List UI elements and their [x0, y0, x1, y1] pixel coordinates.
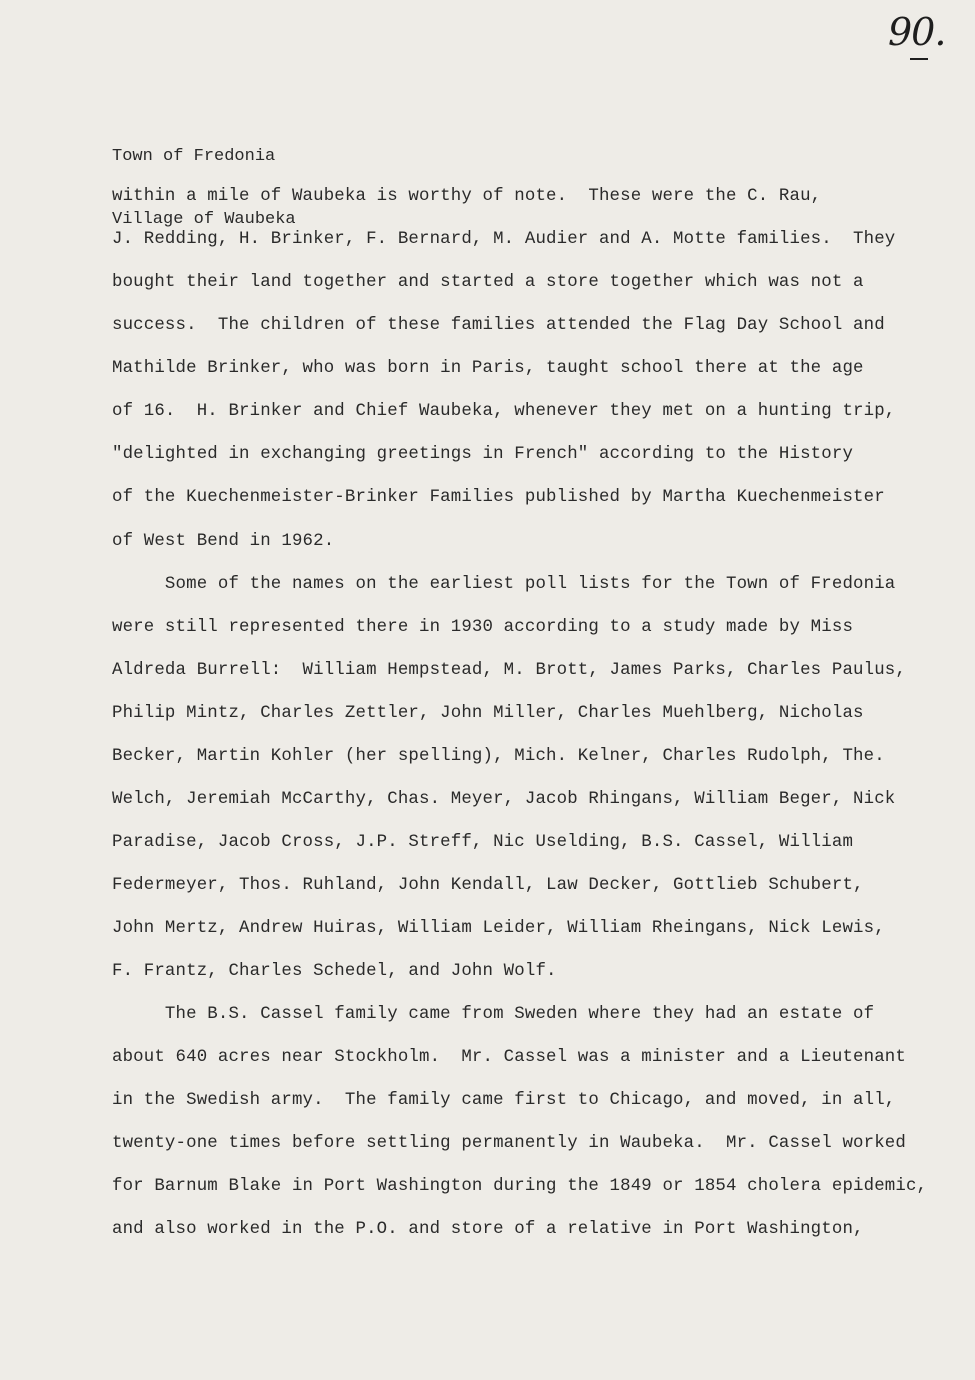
body-line: Aldreda Burrell: William Hempstead, M. Brott, James Parks, Charles Paulus,: [112, 661, 906, 680]
body-line: twenty-one times before settling permanently in Waubeka. Mr. Cassel worked: [112, 1134, 906, 1153]
body-line: in the Swedish army. The family came first to Chicago, and moved, in all,: [112, 1091, 896, 1110]
header-town: Town of Fredonia: [112, 147, 276, 166]
body-line: The B.S. Cassel family came from Sweden where they had an estate of: [112, 1005, 875, 1024]
body-line: and also worked in the P.O. and store of a relative in Port Washington,: [112, 1220, 864, 1239]
body-line: Mathilde Brinker, who was born in Paris, taught school there at the age: [112, 359, 864, 378]
body-line: Welch, Jeremiah McCarthy, Chas. Meyer, Jacob Rhingans, William Beger, Nick: [112, 790, 896, 809]
body-line: success. The children of these families attended the Flag Day School and: [112, 316, 885, 335]
body-line: Some of the names on the earliest poll lists for the Town of Fredonia: [112, 575, 896, 594]
body-line: for Barnum Blake in Port Washington during the 1849 or 1854 cholera epidemic,: [112, 1177, 928, 1196]
body-line: within a mile of Waubeka is worthy of note. These were the C. Rau,: [112, 187, 822, 206]
body-line: "delighted in exchanging greetings in French" according to the History: [112, 445, 854, 464]
body-line: John Mertz, Andrew Huiras, William Leider, William Rheingans, Nick Lewis,: [112, 919, 885, 938]
body-line: Paradise, Jacob Cross, J.P. Streff, Nic Uselding, B.S. Cassel, William: [112, 833, 854, 852]
page-number-underline: [910, 58, 928, 60]
page-number: 90.: [888, 10, 946, 54]
body-line: of the Kuechenmeister-Brinker Families published by Martha Kuechenmeister: [112, 488, 885, 507]
body-line: of West Bend in 1962.: [112, 532, 335, 551]
body-line: bought their land together and started a store together which was not a: [112, 273, 864, 292]
body-line: of 16. H. Brinker and Chief Waubeka, whenever they met on a hunting trip,: [112, 402, 896, 421]
header-village: Village of Waubeka: [112, 210, 296, 229]
body-line: F. Frantz, Charles Schedel, and John Wolf.: [112, 962, 557, 981]
body-line: Becker, Martin Kohler (her spelling), Mich. Kelner, Charles Rudolph, The.: [112, 747, 885, 766]
body-line: J. Redding, H. Brinker, F. Bernard, M. Audier and A. Motte families. They: [112, 230, 896, 249]
body-line: Philip Mintz, Charles Zettler, John Miller, Charles Muehlberg, Nicholas: [112, 704, 864, 723]
body-line: about 640 acres near Stockholm. Mr. Cassel was a minister and a Lieutenant: [112, 1048, 906, 1067]
body-line: Federmeyer, Thos. Ruhland, John Kendall, Law Decker, Gottlieb Schubert,: [112, 876, 864, 895]
body-line: were still represented there in 1930 according to a study made by Miss: [112, 618, 854, 637]
